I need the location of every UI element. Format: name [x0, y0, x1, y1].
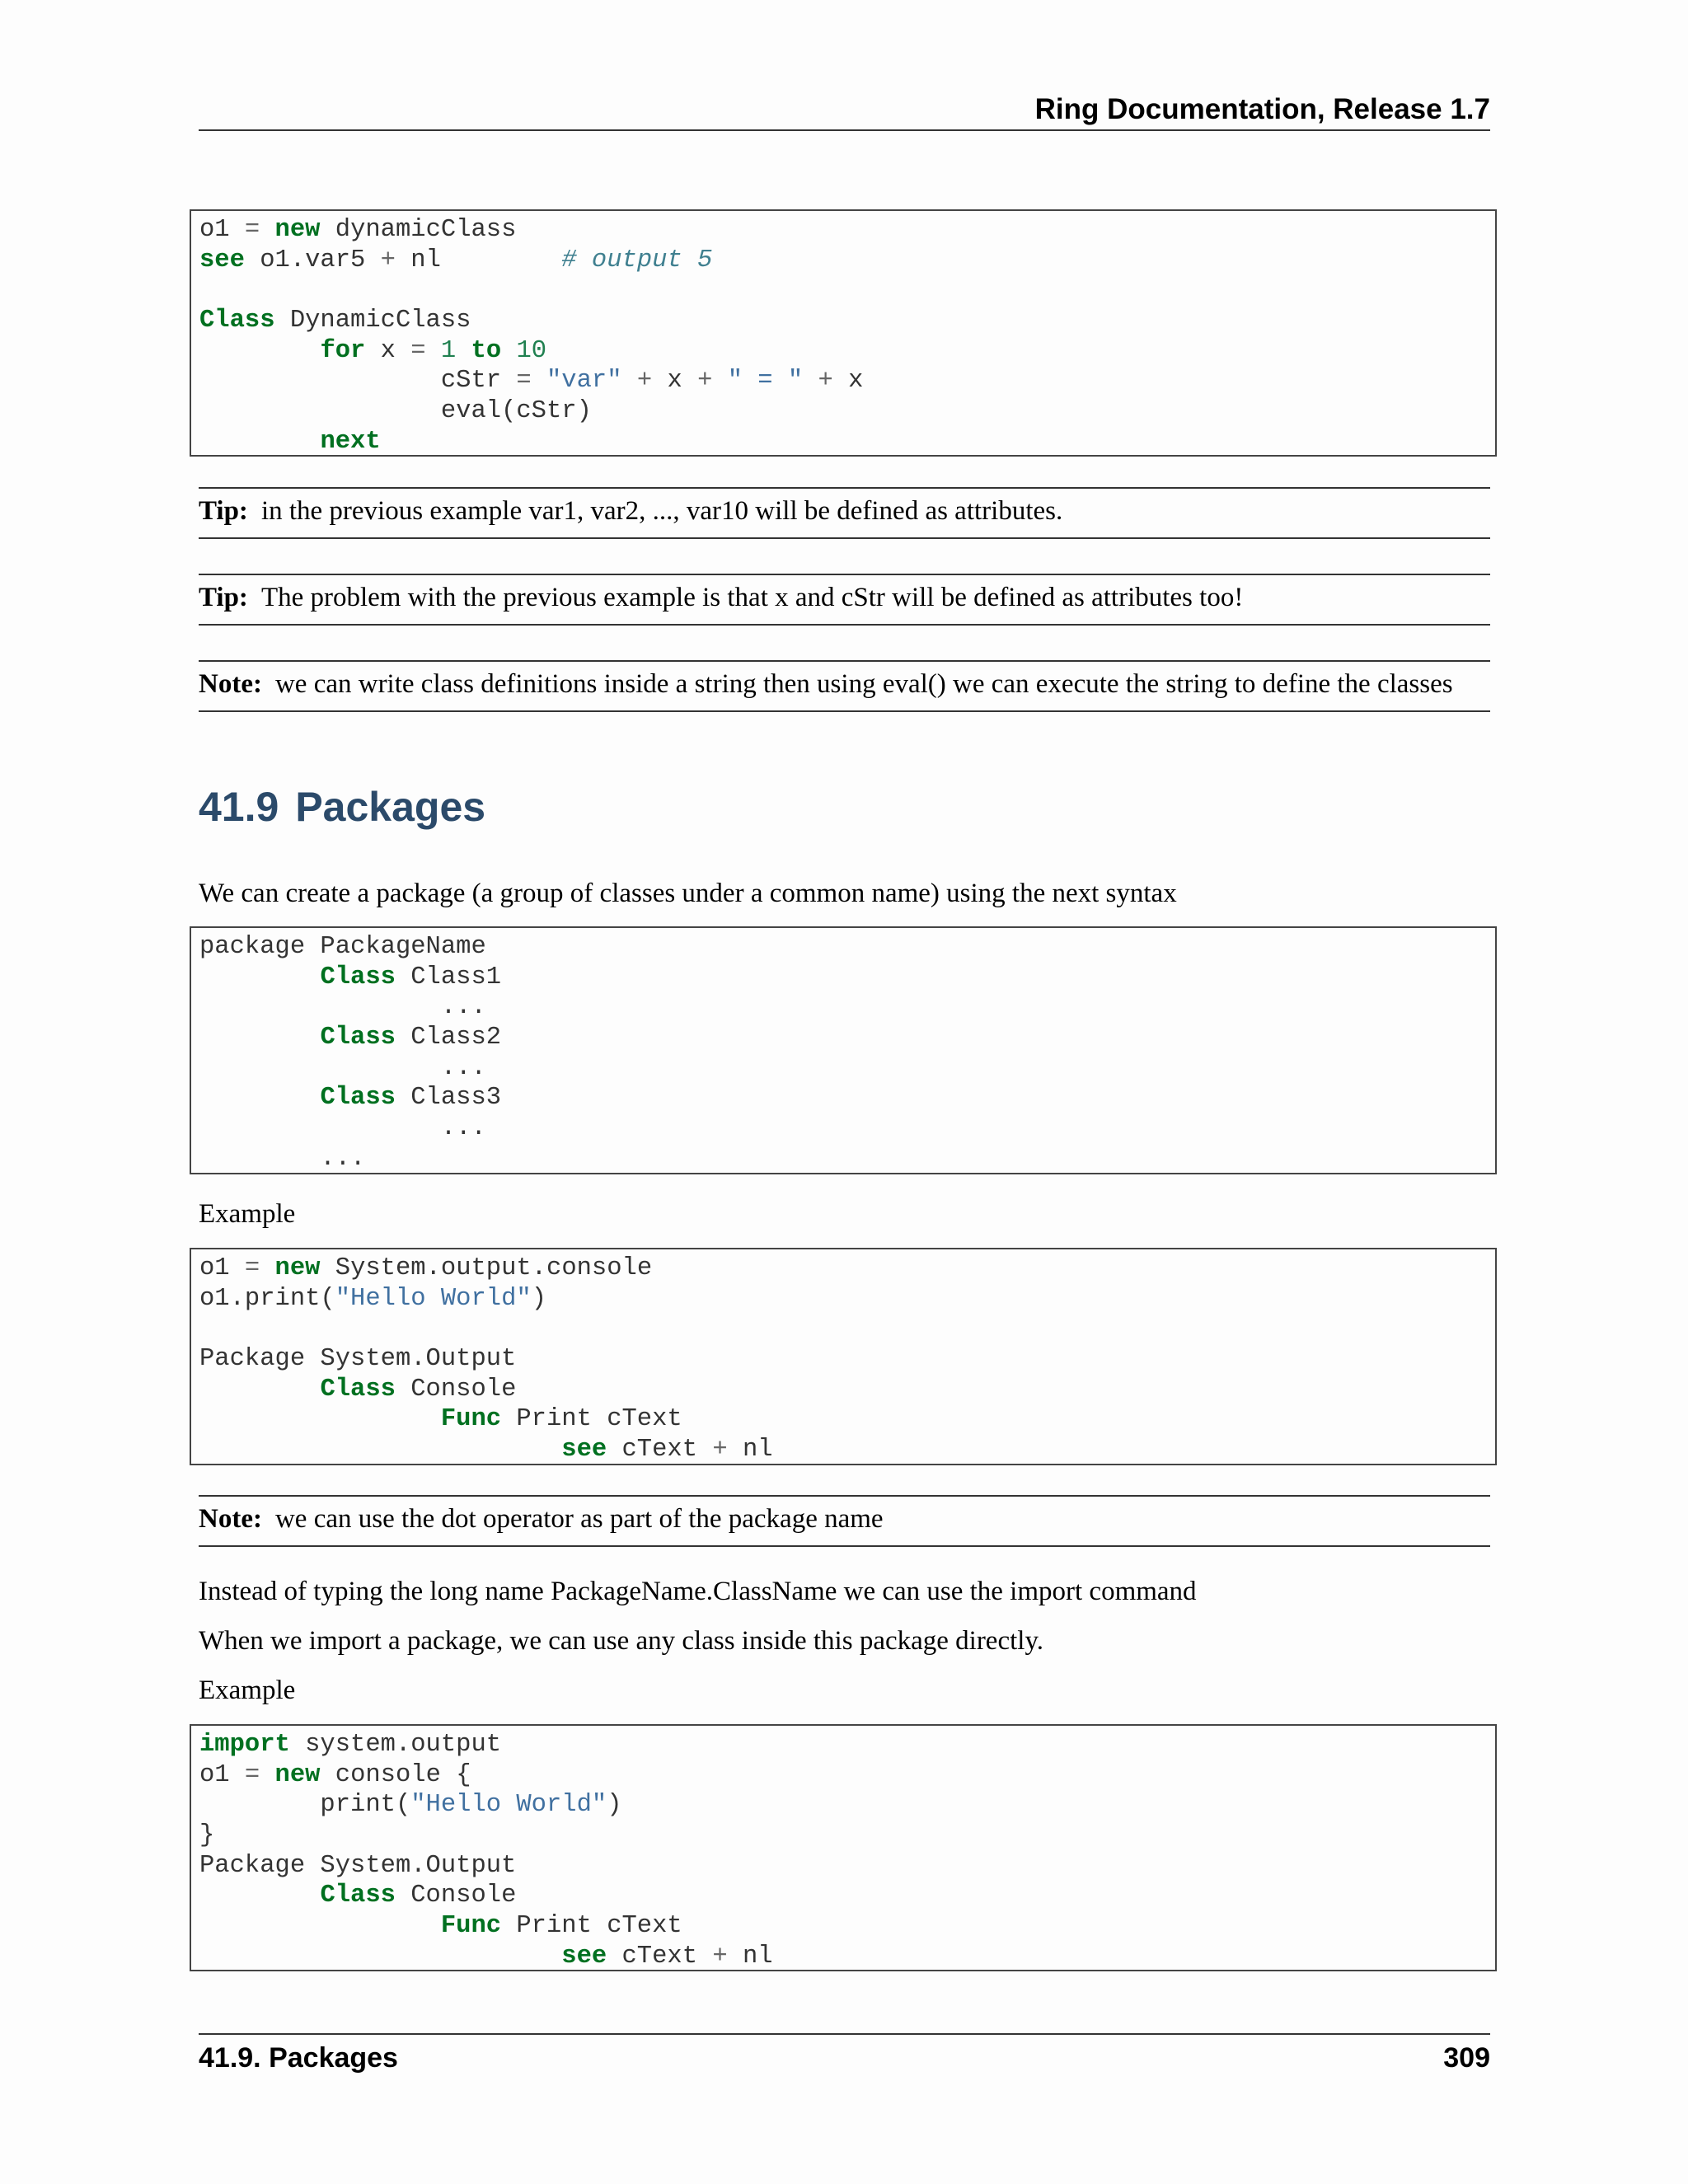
section-title: Packages — [295, 784, 486, 830]
running-header: Ring Documentation, Release 1.7 — [1034, 93, 1490, 125]
code-line: next — [320, 427, 381, 456]
code-line: ... — [199, 1053, 486, 1082]
tip-label: Tip: — [199, 496, 248, 526]
tip-text: in the previous example var1, var2, ..., var10 will be defined as attributes. — [260, 496, 1063, 526]
code-line: Class Class3 — [320, 1084, 502, 1113]
code-line: eval(cStr) — [199, 397, 592, 426]
note-admonition — [199, 660, 1490, 712]
code-line: ... — [199, 993, 486, 1022]
code-line: Package System.Output — [199, 1851, 517, 1880]
code-block-package-syntax — [190, 926, 1497, 1174]
paragraph: Instead of typing the long name PackageName.ClassName we can use the import command — [199, 1577, 1197, 1606]
footer-rule — [199, 2033, 1490, 2035]
paragraph: Example — [199, 1199, 296, 1229]
code-line: Class Console — [320, 1882, 517, 1910]
note-text: we can write class definitions inside a string then using eval() we can execute the string to define the classes — [274, 669, 1453, 699]
note-label: Note: — [199, 1504, 262, 1534]
page-number: 309 — [1443, 2042, 1490, 2074]
note-text: we can use the dot operator as part of the package name — [274, 1504, 884, 1534]
code-line: ... — [199, 1144, 366, 1173]
tip-label: Tip: — [199, 583, 248, 612]
code-line: ... — [199, 1114, 486, 1143]
paragraph: When we import a package, we can use any class inside this package directly. — [199, 1626, 1044, 1656]
note-admonition — [199, 1495, 1490, 1547]
code-line: cStr = "var" + x + " = " + x — [199, 367, 864, 396]
code-line: import system.output — [199, 1731, 502, 1759]
code-line: Class DynamicClass — [199, 307, 471, 335]
paragraph: We can create a package (a group of classes under a common name) using the next syntax — [199, 879, 1177, 908]
code-line: Class Console — [320, 1375, 517, 1404]
tip-admonition — [199, 574, 1490, 626]
code-line: see cText + nl — [561, 1942, 773, 1971]
code-block-package-example — [190, 1248, 1497, 1465]
footer-section: 41.9. Packages — [199, 2042, 398, 2074]
code-block-dynamic-class — [190, 209, 1497, 457]
paragraph: Example — [199, 1675, 296, 1705]
code-line: Func Print cText — [440, 1912, 682, 1941]
code-line: } — [199, 1821, 215, 1850]
code-line-blank — [199, 1314, 1495, 1344]
code-line: for x = 1 to 10 — [320, 336, 547, 365]
section-number: 41.9 — [199, 784, 279, 830]
code-line: o1 = new console { — [199, 1760, 471, 1789]
code-line: Func Print cText — [440, 1405, 682, 1434]
code-line-blank — [199, 275, 1495, 306]
code-line: print("Hello World") — [199, 1791, 622, 1820]
code-line: Package System.Output — [199, 1345, 517, 1374]
code-line: Class Class2 — [320, 1024, 502, 1052]
code-line: o1.print("Hello World") — [199, 1284, 546, 1313]
tip-admonition — [199, 487, 1490, 539]
code-line: package PackageName — [199, 933, 486, 961]
header-rule — [199, 129, 1490, 131]
section-heading — [199, 783, 485, 831]
code-block-import-example — [190, 1724, 1497, 1971]
code-line: o1 = new dynamicClass — [199, 216, 517, 244]
note-label: Note: — [199, 669, 262, 699]
code-line: see o1.var5 + nl # output 5 — [199, 246, 713, 274]
code-line: see cText + nl — [561, 1436, 773, 1465]
code-line: o1 = new System.output.console — [199, 1254, 653, 1282]
tip-text: The problem with the previous example is that x and cStr will be defined as attributes too! — [260, 583, 1244, 612]
code-line: Class Class1 — [320, 963, 502, 991]
